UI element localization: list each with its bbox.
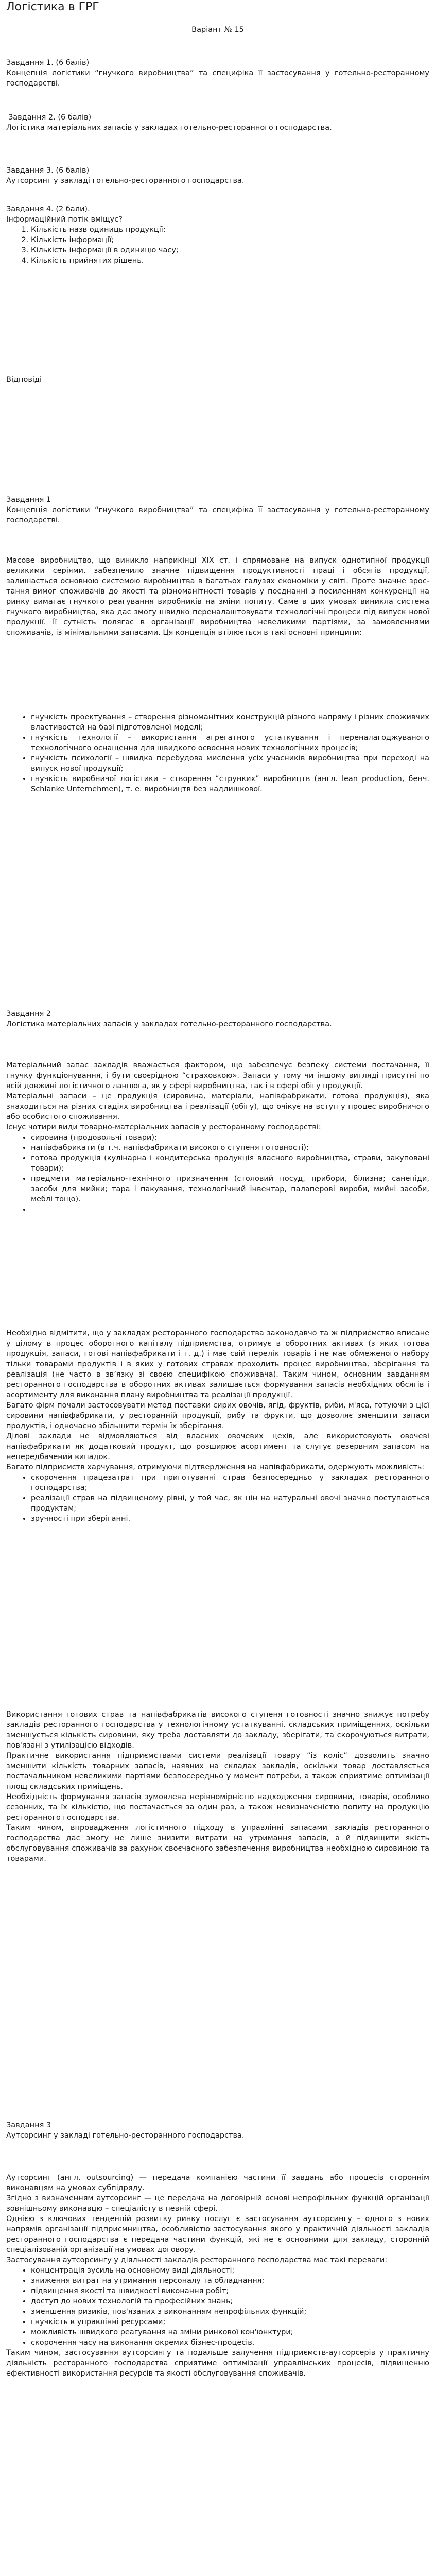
list-item: • концентрація зусиль на основному виді діяльності; [31, 2265, 429, 2276]
answer-1-topic: Концепція логістики “гнучкого виробництва” та специфіка її застосування у готельно-ресторанному господарстві. [6, 506, 429, 524]
paragraph: Таким чином, впровадження логістичного підходу в управлінні запасами закладів ресторанного господарства дає змогу не лише знизити витрати на утримання запасів, а й підвищити якість обслуговування споживачів за рахунок своєчасного забезпечення виробництва необхідною сировиною та товарами. [6, 1824, 429, 1863]
list-item: • гнучкість технології – використання агрегатного устаткування і переналагоджуваного технологічного оснащення для швидкого освоєння нових технологічних процесів; [31, 733, 429, 753]
list-item: • скорочення працезатрат при приготуванні страв безпосередньо у закладах ресторанного господарства; [31, 1472, 429, 1493]
list-item [31, 1205, 429, 1215]
list-item: • зручності при зберіганні. [31, 1514, 429, 1524]
list-item: • гнучкість виробничої логістики – створення “струнких” виробництв (англ. lean production, бенч. Schlanke Unternehmen), т. е. виробництв без надлишкової. [31, 774, 429, 794]
answer-2-body-b [6, 1328, 429, 1524]
list-item: 2. Кількість інформації; [31, 235, 429, 245]
list-item: • скорочення часу на виконання окремих бізнес-процесів. [31, 2337, 429, 2348]
paragraph: Використання готових страв та напівфабрикатів високого ступеня готовності значно знижує потребу закладів ресторанного господарства у технологічному устаткуванні, складських приміщеннях, оскільки зменшується кількість сировини, яку треба доставляти до закладу, зберігати, та скорочуються витрати, пов'язані з утилізацією відходів. [6, 1710, 429, 1750]
paragraph: Багато фірм почали застосовувати метод поставки сирих овочів, ягід, фруктів, риби, м'яса, готуючи з цієї сировини напівфабрикати, у ресторанній продукції, рибу та фрукти, що дозволяє зменшити запаси продуктів, і одночасно збільшити термін їх зберігання. [6, 1401, 429, 1430]
list-item: • предмети матеріально-технічного призначення (столовий посуд, прибори, білизна; санепіди, засоби для мийки; тара і пакування, технологічний інвентар, палаперові вироби, мийні засоби, меблі тощо). [31, 1174, 429, 1205]
list-item: • гнучкість проектування – створення різноманітних конструкцій різного напряму і різних споживчих властивостей на базі підготовленої моделі; [31, 712, 429, 733]
list-item: • зменшення ризиків, пов'язаних з виконанням непрофільних функцій; [31, 2307, 429, 2317]
answer-3 [6, 2120, 429, 2141]
variant-label: Варіант № 15 [191, 26, 244, 34]
variant-line [6, 25, 429, 35]
task-1 [6, 58, 429, 89]
task-2-heading: Завдання 2. (6 балів) [8, 113, 92, 122]
paragraph: Необхідність формування запасів зумовлена нерівномірністю надходження сировини, товарів, особливо сезонних, та їх кількістю, що постачається за один раз, а також невизначеністю попиту на продукцію ресторанного господарства. [6, 1793, 429, 1822]
paragraph: Масове виробництво, що виникло наприкінці XIX ст. і спрямоване на випуск однотипної продукції великими серіями, забезпечило значне підвищення продуктивності праці і обсягів продукції, залишається основною системою виробництва в багатьох галузях економіки у світі. Проте значне зростання вимог споживачів до якості та різноманітності товарів у поєднанні з посиленням конкуренції на ринку вимагає гнучкого реагування виробників на зміни попиту. Саме в цих умовах виникла система гнучкого виробництва, яка дає змогу швидко переналаштовувати технологічні процеси під випуск нової продукції. Її сутність полягає в організації виробництва невеликими партіями, за замовленнями споживачів, із мінімальними запасами. Ця концепція втілюється в такі основні принципи: [6, 556, 429, 637]
answer-1 [6, 495, 429, 526]
paragraph: Матеріальні запаси – це продукція (сировина, матеріали, напівфабрикати, готова продукція), яка знаходиться на різних стадіях виробництва і реалізації (обігу), що очікує на вступ у процес виробничого або особистого споживання. [6, 1092, 429, 1121]
task-4 [6, 204, 429, 266]
task-1-heading: Завдання 1. (6 балів) [6, 59, 90, 67]
paragraph: Необхідно відмітити, що у закладах ресторанного господарства законодавчо та ж підприємство вписане у цілому в процес оборотного капіталу підприємства, отримує в оборотних активах (з яких готова продукція, запаси, готові напівфабрикати і т. д.) і має свій перелік товарів і не має обмеженого набору тільки товарами продуктів і в яких у готових стравах проходить процес виробництва, зберігання та реалізація (не часто в зв’язку зі своєю специфікою споживача). Таким чином, основним завданням ресторанного господарства в оборотних активах залишається формування запасів необхідних обсягів і асортименту для виконання плану виробництва та реалізації продукції. [6, 1329, 429, 1399]
list-item: • зниження витрат на утримання персоналу та обладнання; [31, 2276, 429, 2286]
list-item: • гнучкість психології – швидка перебудова мислення усіх учасників виробництва при переході на випуск нової продукції; [31, 753, 429, 774]
list-item: • реалізації страв на підвищеному рівні, у той час, як цін на натуральні овочі значно поступаються продуктам; [31, 1493, 429, 1514]
task-3 [6, 165, 429, 186]
paragraph: Застосування аутсорсингу у діяльності закладів ресторанного господарства має такі переваги: [6, 2256, 388, 2264]
task-4-question: Інформаційний потік вміщує? [6, 215, 123, 224]
list-item: • можливість швидкого реагування на зміни ринкової кон'юнктури; [31, 2327, 429, 2337]
paragraph: Матеріальний запас закладів вважається фактором, що забезпечує безпеку системи постачання, її гнучку функціонування, і бути своєрідною “страховкою». Запаси у тому чи іншому вигляді присутні по всій довжині логістичного ланцюга, як у сфері виробництва, так і в сфері обігу продукції. [6, 1061, 429, 1090]
answer-2-heading: Завдання 2 [6, 1010, 51, 1018]
answer-2-body-a [6, 1060, 429, 1215]
task-3-heading: Завдання 3. (6 балів) [6, 166, 90, 175]
task-3-text: Аутсорсинг у закладі готельно-ресторанного господарства. [6, 177, 245, 185]
answer-2-body-c [6, 1709, 429, 1864]
paragraph: Таким чином, застосування аутсорсингу та подальше залучення підприємств-аутсорсерів у практичну діяльність ресторанного господарства сприятиме оптимізації управлінських процесів, підвищенню ефективності використання ресурсів та якості обслуговування споживачів. [6, 2349, 429, 2378]
paragraph: Аутсорсинг (англ. outsourcing) — передача компанією частини її завдань або процесів стороннім виконавцям на умовах субпідряду. [6, 2174, 429, 2192]
paragraph: Практичне використання підприємствами системи реалізації товару “із коліс” дозволить значно зменшити кількість товарних запасів, наявних на складах закладів, оскільки товар доставляється постачальником невеликими партіями безпосередньо у момент потреби, а також сприятиме оптимізації площ складських приміщень. [6, 1752, 429, 1791]
answers-heading-text: Відповіді [6, 376, 42, 384]
list-item: • сировина (продовольчі товари); [31, 1132, 429, 1143]
answer-1-heading: Завдання 1 [6, 496, 51, 504]
answer-2 [6, 1009, 429, 1029]
task-4-options [6, 225, 429, 266]
answer-1-list [6, 712, 429, 794]
task-2 [6, 112, 429, 133]
list-item: • напівфабрикати (в т.ч. напівфабрикати високого ступеня готовності); [31, 1143, 429, 1153]
answer-3-body [6, 2173, 429, 2379]
document-header [6, 0, 429, 14]
list-item: • підвищення якості та швидкості виконання робіт; [31, 2286, 429, 2296]
paragraph: Згідно з визначенням аутсорсинг — це передача на договірній основі непрофільних функцій організації зовнішньому виконавцю – спеціалісту в певній сфері. [6, 2194, 429, 2213]
list-item: 3. Кількість інформації в одиницю часу; [31, 245, 429, 256]
answer-2-topic: Логістика матеріальних запасів у закладах готельно-ресторанного господарства. [6, 1020, 332, 1028]
task-1-text: Концепція логістики “гнучкого виробництва” та специфіка її застосування у готельно-ресторанному господарстві. [6, 69, 429, 88]
task-4-heading: Завдання 4. (2 бали). [6, 205, 90, 213]
answers-heading [6, 375, 429, 385]
paragraph: Існує чотири види товарно-матеріальних запасів у ресторанному господарстві: [6, 1123, 321, 1131]
list-item: • доступ до нових технологій та професійних знань; [31, 2296, 429, 2307]
list-item: • гнучкість в управлінні ресурсами; [31, 2317, 429, 2327]
paragraph: Ділові заклади не відмовляються від власних овочевих цехів, але використовують овочеві напівфабрикати як додатковий продукт, що розширює асортимент та слугує резервним запасом на непередбачений випадок. [6, 1432, 429, 1461]
list-item: 1. Кількість назв одиниць продукції; [31, 225, 429, 235]
answer-3-heading: Завдання 3 [6, 2121, 51, 2129]
task-2-text: Логістика матеріальних запасів у закладах готельно-ресторанного господарства. [6, 124, 332, 132]
answer-3-topic: Аутсорсинг у закладі готельно-ресторанного господарства. [6, 2131, 245, 2140]
paragraph: Багато підприємств харчування, отримуючи підтвердження на напівфабрикати, одержують можливість: [6, 1463, 425, 1471]
list-item: 4. Кількість прийнятих рішень. [31, 256, 429, 266]
list-item: • готова продукція (кулінарна і кондитерська продукція власного виробництва, страви, закуповані товари); [31, 1153, 429, 1174]
page-title: Логістика в ГРГ [6, 1, 99, 13]
paragraph: Однією з ключових тенденцій розвитку ринку послуг є застосування аутсорсингу – одного з нових напрямів організації підприємництва, особливістю застосування якого у практичній діяльності закладів ресторанного господарства є передача частини функцій, які не є основними для закладу, сторонній спеціалізованій організації на умовах договору. [6, 2215, 429, 2254]
answer-1-body [6, 555, 429, 638]
